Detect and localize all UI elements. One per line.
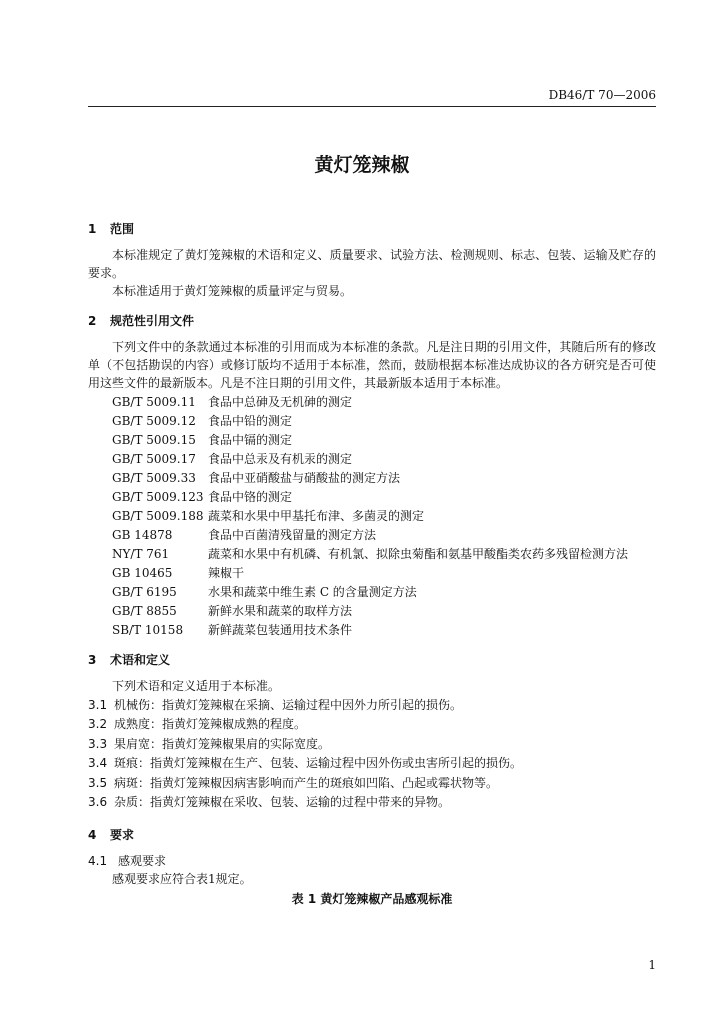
- reference-code: GB/T 5009.12: [112, 413, 196, 428]
- term-item: [88, 754, 656, 774]
- reference-code: GB/T 5009.33: [112, 470, 196, 485]
- paragraph: 感观要求应符合表1规定。: [112, 872, 252, 886]
- reference-title: 食品中百菌清残留量的测定方法: [208, 527, 377, 542]
- reference-title: 新鲜水果和蔬菜的取样方法: [208, 603, 353, 618]
- term-text: 病斑：指黄灯笼辣椒因病害影响而产生的斑痕如凹陷、凸起或霉状物等。: [114, 775, 499, 790]
- reference-title: 食品中总砷及无机砷的测定: [208, 394, 353, 409]
- term-number: 3.6: [88, 795, 108, 810]
- reference-code: GB/T 8855: [112, 603, 177, 618]
- paragraph: 本标准适用于黄灯笼辣椒的质量评定与贸易。: [112, 284, 353, 298]
- reference-code: GB/T 5009.15: [112, 432, 196, 447]
- reference-item: [112, 525, 656, 544]
- section-title: 术语和定义: [110, 653, 171, 667]
- reference-code: NY/T 761: [112, 546, 170, 561]
- standard-code: DB46/T 70—2006: [548, 88, 656, 102]
- page-number: 1: [648, 958, 656, 972]
- reference-item: [112, 392, 656, 411]
- reference-title: 蔬菜和水果中甲基托布津、多菌灵的测定: [208, 508, 425, 523]
- reference-title: 食品中总汞及有机汞的测定: [208, 451, 353, 466]
- reference-code: GB 10465: [112, 565, 173, 580]
- reference-title: 食品中铬的测定: [208, 489, 293, 504]
- reference-item: [112, 582, 656, 601]
- section-number: 4: [88, 828, 97, 842]
- reference-item: [112, 601, 656, 620]
- reference-code: GB 14878: [112, 527, 173, 542]
- document-body: [88, 210, 656, 908]
- reference-item: [112, 468, 656, 487]
- reference-item: [112, 544, 656, 563]
- term-text: 果肩宽：指黄灯笼辣椒果肩的实际宽度。: [114, 736, 331, 751]
- reference-code: GB/T 5009.11: [112, 394, 196, 409]
- reference-code: GB/T 6195: [112, 584, 177, 599]
- reference-title: 食品中铅的测定: [208, 413, 293, 428]
- term-text: 斑痕：指黄灯笼辣椒在生产、包装、运输过程中因外伤或虫害所引起的损伤。: [114, 756, 523, 771]
- term-item: [88, 695, 656, 715]
- reference-item: [112, 563, 656, 582]
- reference-code: SB/T 10158: [112, 622, 184, 637]
- subsection-title: 感观要求: [118, 854, 167, 868]
- reference-item: [112, 487, 656, 506]
- reference-item: [112, 620, 656, 639]
- reference-title: 食品中镉的测定: [208, 432, 293, 447]
- section-title: 范围: [110, 222, 135, 236]
- term-item: [88, 773, 656, 793]
- reference-title: 蔬菜和水果中有机磷、有机氯、拟除虫菊酯和氨基甲酸酯类农药多残留检测方法: [208, 546, 629, 561]
- term-item: [88, 734, 656, 754]
- term-item: [88, 715, 656, 735]
- section-heading-terms: [88, 651, 656, 669]
- document-title: 黄灯笼辣椒: [314, 154, 410, 176]
- paragraph: 下列文件中的条款通过本标准的引用而成为本标准的条款。凡是注日期的引用文件，其随后所有的修改单（不包括勘误的内容）或修订版均不适用于本标准，然而，鼓励根据本标准达成协议的各方研究是否可使用这些文件的最新版本。凡是不注日期的引用文件，其最新版本适用于本标准。: [88, 340, 656, 390]
- subsection-number: 4.1: [88, 854, 108, 868]
- section-number: 2: [88, 314, 97, 328]
- term-number: 3.2: [88, 717, 108, 732]
- section-heading-requirements: [88, 826, 656, 844]
- reference-list: [112, 392, 656, 639]
- reference-title: 辣椒干: [208, 565, 245, 580]
- term-text: 杂质：指黄灯笼辣椒在采收、包装、运输的过程中带来的异物。: [114, 795, 451, 810]
- term-number: 3.5: [88, 775, 108, 790]
- reference-code: GB/T 5009.123: [112, 489, 204, 504]
- section-number: 3: [88, 653, 97, 667]
- header-divider: [88, 106, 656, 107]
- section-number: 1: [88, 222, 97, 236]
- subsection-heading: [88, 852, 656, 870]
- term-text: 成熟度：指黄灯笼辣椒成熟的程度。: [114, 717, 307, 732]
- reference-code: GB/T 5009.17: [112, 451, 196, 466]
- table-caption: 表 1 黄灯笼辣椒产品感观标准: [291, 892, 453, 906]
- term-text: 机械伤：指黄灯笼辣椒在采摘、运输过程中因外力所引起的损伤。: [114, 697, 463, 712]
- section-heading-scope: [88, 220, 656, 238]
- reference-title: 新鲜蔬菜包装通用技术条件: [208, 622, 353, 637]
- reference-item: [112, 449, 656, 468]
- section-heading-references: [88, 312, 656, 330]
- reference-item: [112, 430, 656, 449]
- reference-title: 食品中亚硝酸盐与硝酸盐的测定方法: [208, 470, 401, 485]
- term-number: 3.3: [88, 736, 108, 751]
- reference-code: GB/T 5009.188: [112, 508, 204, 523]
- section-title: 要求: [110, 828, 135, 842]
- term-item: [88, 793, 656, 813]
- reference-item: [112, 506, 656, 525]
- term-number: 3.1: [88, 697, 108, 712]
- paragraph: 本标准规定了黄灯笼辣椒的术语和定义、质量要求、试验方法、检测规则、标志、包装、运输及贮存的要求。: [88, 248, 656, 280]
- reference-item: [112, 411, 656, 430]
- section-title: 规范性引用文件: [110, 314, 195, 328]
- reference-title: 水果和蔬菜中维生素 C 的含量测定方法: [208, 584, 417, 599]
- term-number: 3.4: [88, 756, 108, 771]
- paragraph: 下列术语和定义适用于本标准。: [112, 679, 281, 693]
